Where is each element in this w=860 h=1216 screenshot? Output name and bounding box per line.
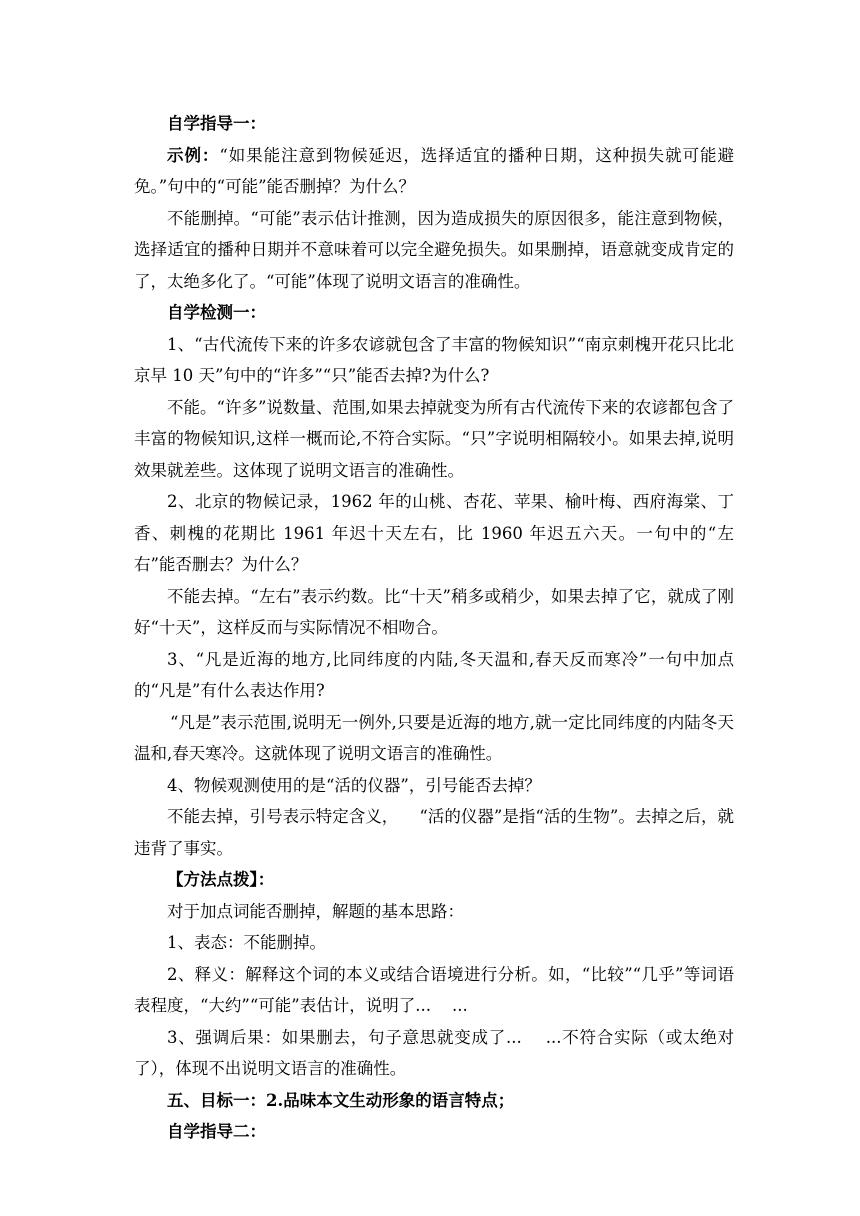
heading-text: 自学指导一：: [167, 114, 266, 133]
document-page: [134, 108, 734, 1148]
method-step-2: [134, 959, 734, 1022]
example-text: “如果能注意到物候延迟，选择适宜的播种日期，这种损失就可能避免。”句中的“可能”能否删掉？为什么？: [134, 145, 735, 196]
heading-self-study-guide-2: [134, 1116, 734, 1148]
answer-1: [134, 392, 734, 487]
example-paragraph: [134, 140, 734, 203]
answer-text: 不能。“许多”说数量、范围,如果去掉就变为所有古代流传下来的农谚都包含了丰富的物候知识,这样一概而论,不符合实际。“只”字说明相隔较小。如果去掉,说明效果就差些。这体现了说明文语言的准确性。: [134, 397, 734, 480]
heading-text: 自学指导二：: [167, 1122, 266, 1141]
answer-text: 不能去掉。“左右”表示约数。比“十天”稍多或稍少，如果去掉了它，就成了刚好“十天”，这样反而与实际情况不相吻合。: [134, 586, 734, 637]
question-1: [134, 329, 734, 392]
question-4: [134, 770, 734, 802]
method-intro: [134, 896, 734, 928]
question-text: 2、北京的物候记录，1962 年的山桃、杏花、苹果、榆叶梅、西府海棠、丁香、刺槐的花期比 1961 年迟十天左右，比 1960 年迟五六天。一句中的“左右”能否删去？为什么？: [134, 492, 734, 574]
answer-4: [134, 801, 734, 864]
question-text: 4、物候观测使用的是“活的仪器”，引号能否去掉？: [167, 775, 541, 795]
answer-text: “凡是”表示范围,说明无一例外,只要是近海的地方,就一定比同纬度的内陆冬天温和,春天寒冷。这就体现了说明文语言的准确性。: [134, 712, 734, 763]
method-step-1: [134, 927, 734, 959]
answer-3: [134, 707, 734, 770]
answer-2: [134, 581, 734, 644]
method-text: 2、释义：解释这个词的本义或结合语境进行分析。如，“比较”“几乎”等词语表程度，“大约”“可能”表估计，说明了... ...: [134, 964, 734, 1015]
heading-self-check-1: [134, 297, 734, 329]
question-3: [134, 644, 734, 707]
heading-self-study-guide-1: [134, 108, 734, 140]
answer-paragraph-1: [134, 203, 734, 298]
question-2: [134, 486, 734, 581]
method-text: 对于加点词能否删掉，解题的基本思路：: [167, 901, 464, 921]
method-step-3: [134, 1022, 734, 1085]
method-text: 3、强调后果：如果删去，句子意思就变成了... ...不符合实际（或太绝对了），体现不出说明文语言的准确性。: [134, 1027, 734, 1078]
heading-method-tips: [134, 864, 734, 896]
heading-goal-1: [134, 1085, 734, 1117]
heading-text: 【方法点拨】：: [167, 870, 275, 889]
answer-text: 不能去掉，引号表示特定含义， “活的仪器”是指“活的生物”。去掉之后，就违背了事实。: [134, 807, 734, 858]
method-text: 1、表态：不能删掉。: [167, 933, 326, 952]
question-text: 3、“凡是近海的地方,比同纬度的内陆,冬天温和,春天反而寒冷”一句中加点的“凡是”有什么表达作用?: [134, 649, 734, 700]
answer-text: 不能删掉。“可能”表示估计推测，因为造成损失的原因很多，能注意到物候，选择适宜的播种日期并不意味着可以完全避免损失。如果删掉，语意就变成肯定的了，太绝多化了。“可能”体现了说明文语言的准确性。: [134, 208, 734, 291]
heading-text: 五、目标一：2.品味本文生动形象的语言特点；: [167, 1090, 515, 1110]
example-label: 示例：: [167, 145, 220, 165]
question-text: 1、“古代流传下来的许多农谚就包含了丰富的物候知识”“南京刺槐开花只比北京早 10 天”句中的“许多”“只”能否去掉?为什么?: [134, 334, 734, 385]
heading-text: 自学检测一：: [167, 303, 266, 322]
